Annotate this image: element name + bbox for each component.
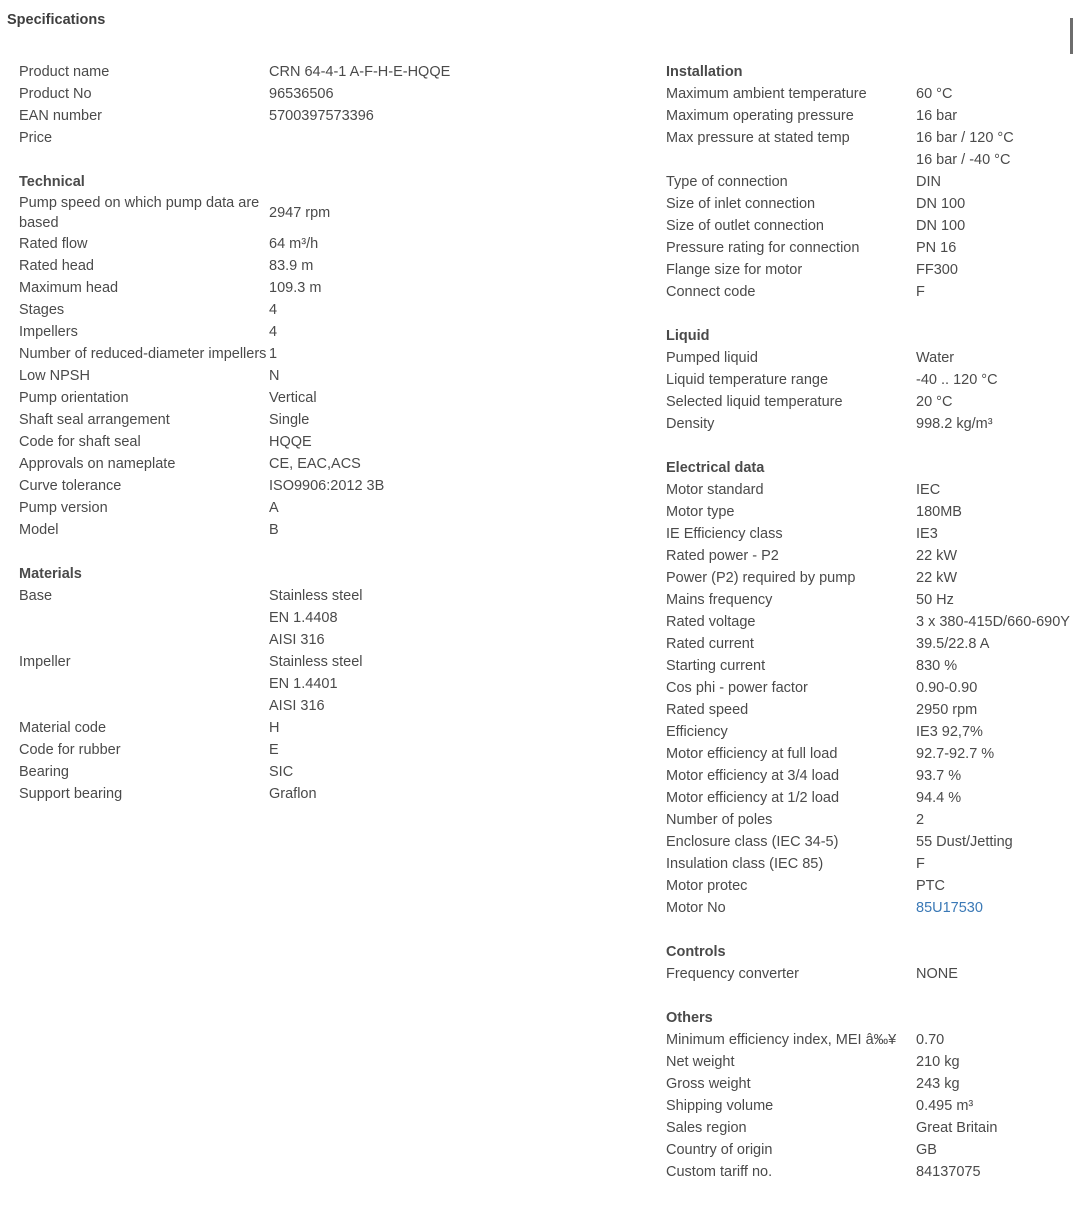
section-heading-technical: Technical	[19, 174, 85, 190]
spec-label: Price	[19, 130, 53, 146]
spec-value	[916, 545, 957, 567]
spec-value-line: F	[916, 856, 925, 872]
spec-label: Power (P2) required by pump	[666, 570, 856, 586]
spec-row-efficiency	[666, 721, 1075, 743]
spec-label: Code for rubber	[19, 742, 121, 758]
spec-label: IE Efficiency class	[666, 526, 783, 542]
spec-row-ie-efficiency-class	[666, 523, 1075, 545]
spec-label: Country of origin	[666, 1142, 773, 1158]
spec-label: Low NPSH	[19, 368, 90, 384]
spec-value-line: B	[269, 522, 279, 538]
spec-value	[916, 809, 924, 831]
spec-row-maximum-operating-pressure	[666, 105, 1075, 127]
spec-label: Mains frequency	[666, 592, 773, 608]
spec-value-line: 2950 rpm	[916, 702, 978, 718]
spec-label: Motor standard	[666, 482, 764, 498]
spec-row-country-of-origin	[666, 1139, 1075, 1161]
spec-value-line: 109.3 m	[269, 280, 322, 296]
spec-value-line: Stainless steel	[269, 588, 363, 604]
spec-value	[269, 321, 277, 343]
spec-row-flange-size-for-motor	[666, 259, 1075, 281]
spec-value	[916, 1139, 937, 1161]
spec-value	[916, 105, 957, 127]
section-heading-materials: Materials	[19, 566, 82, 582]
spec-label: Insulation class (IEC 85)	[666, 856, 824, 872]
spec-value-line: 64 m³/h	[269, 236, 319, 252]
spec-row-density	[666, 413, 1075, 435]
spec-label: Motor efficiency at 1/2 load	[666, 790, 840, 806]
spec-value	[916, 369, 998, 391]
spec-value-line: 0.70	[916, 1032, 945, 1048]
spec-value	[916, 391, 952, 413]
spec-row-model	[19, 519, 459, 541]
spec-row-sales-region	[666, 1117, 1075, 1139]
spec-row-max-pressure-at-stated-temp	[666, 127, 1075, 171]
spec-label: Maximum head	[19, 280, 119, 296]
spec-value	[916, 83, 952, 105]
spec-value-line: 3 x 380-415D/660-690Y	[916, 614, 1070, 630]
spec-row-motor-protec	[666, 875, 1075, 897]
spec-label: Enclosure class (IEC 34-5)	[666, 834, 839, 850]
spec-value-line: F	[916, 284, 925, 300]
spec-row-ean-number	[19, 105, 459, 127]
spec-row-cos-phi-power-factor	[666, 677, 1075, 699]
section-materials	[19, 563, 459, 805]
spec-value-line: NONE	[916, 966, 958, 982]
spec-value-line: IEC	[916, 482, 941, 498]
page-title: Specifications	[7, 12, 106, 28]
spec-row-material-code	[19, 717, 459, 739]
section-general	[19, 61, 459, 149]
spec-value	[269, 431, 312, 453]
spec-value-line: 830 %	[916, 658, 958, 674]
spec-value	[269, 365, 279, 387]
spec-value-line: Graflon	[269, 786, 317, 802]
spec-value	[916, 237, 956, 259]
spec-label: Number of reduced-diameter impellers	[19, 346, 267, 362]
spec-value	[269, 61, 450, 83]
spec-value-line: 1	[269, 346, 278, 362]
section-heading-controls: Controls	[666, 944, 726, 960]
spec-value-line: -40 .. 120 °C	[916, 372, 998, 388]
spec-row-connect-code	[666, 281, 1075, 303]
spec-value-line: 0.495 m³	[916, 1098, 974, 1114]
spec-row-support-bearing	[19, 783, 459, 805]
spec-label: EAN number	[19, 108, 103, 124]
spec-row-bearing	[19, 761, 459, 783]
spec-value-line: 96536506	[269, 86, 334, 102]
spec-value-line: HQQE	[269, 434, 312, 450]
spec-label: Starting current	[666, 658, 766, 674]
spec-value-line: GB	[916, 1142, 937, 1158]
spec-value	[916, 479, 940, 501]
left-spec-column	[19, 61, 459, 827]
spec-value-line: 16 bar	[916, 108, 958, 124]
spec-value-line: A	[269, 500, 279, 516]
spec-value	[916, 523, 938, 545]
spec-label: Material code	[19, 720, 107, 736]
spec-value-line: 243 kg	[916, 1076, 960, 1092]
spec-row-product-no	[19, 83, 459, 105]
spec-value	[269, 739, 279, 761]
spec-value	[916, 259, 958, 281]
spec-value-line: 16 bar / -40 °C	[916, 152, 1011, 168]
spec-label: Motor efficiency at 3/4 load	[666, 768, 840, 784]
spec-label: Product No	[19, 86, 92, 102]
spec-label: Frequency converter	[666, 966, 799, 982]
section-heading-others: Others	[666, 1010, 713, 1026]
spec-value	[916, 567, 957, 589]
spec-value-line: 4	[269, 324, 278, 340]
spec-row-motor-type	[666, 501, 1075, 523]
spec-label: Base	[19, 588, 53, 604]
spec-value-line: DIN	[916, 174, 941, 190]
spec-value	[269, 585, 363, 651]
spec-label: Rated current	[666, 636, 754, 652]
spec-value	[916, 501, 962, 523]
spec-label: Liquid temperature range	[666, 372, 829, 388]
spec-value	[916, 215, 965, 237]
spec-row-base	[19, 585, 459, 651]
spec-value	[916, 413, 993, 435]
spec-label: Impellers	[19, 324, 78, 340]
spec-value	[916, 721, 983, 743]
spec-label: Motor No	[666, 900, 726, 916]
spec-label: Pump speed on which pump data are based	[19, 195, 260, 231]
spec-row-net-weight	[666, 1051, 1075, 1073]
spec-value-line: PTC	[916, 878, 945, 894]
spec-value-line: IE3 92,7%	[916, 724, 983, 740]
section-heading-liquid: Liquid	[666, 328, 710, 344]
section-installation	[666, 61, 1075, 303]
spec-row-size-of-outlet-connection	[666, 215, 1075, 237]
spec-value	[269, 299, 277, 321]
spec-row-enclosure-class-iec-34-5	[666, 831, 1075, 853]
spec-value	[916, 963, 958, 985]
section-liquid	[666, 325, 1075, 435]
spec-row-maximum-head	[19, 277, 459, 299]
spec-row-frequency-converter	[666, 963, 1075, 985]
spec-value-line: N	[269, 368, 280, 384]
spec-row-insulation-class-iec-85	[666, 853, 1075, 875]
spec-row-product-name	[19, 61, 459, 83]
spec-value	[269, 717, 279, 739]
spec-value	[916, 193, 965, 215]
spec-value	[916, 611, 1070, 633]
spec-value-line: 83.9 m	[269, 258, 314, 274]
spec-row-selected-liquid-temperature	[666, 391, 1075, 413]
spec-value	[916, 699, 977, 721]
spec-value-line: Single	[269, 412, 310, 428]
section-others	[666, 1007, 1075, 1183]
spec-value	[269, 519, 279, 541]
scrollbar-thumb[interactable]	[1070, 18, 1073, 54]
spec-label: Shipping volume	[666, 1098, 774, 1114]
spec-label: Rated power - P2	[666, 548, 779, 564]
spec-label: Rated voltage	[666, 614, 756, 630]
spec-row-gross-weight	[666, 1073, 1075, 1095]
spec-value	[916, 589, 954, 611]
spec-value-line: 20 °C	[916, 394, 953, 410]
spec-row-power-p2-required-by-pump	[666, 567, 1075, 589]
spec-value	[269, 761, 293, 783]
spec-row-motor-efficiency-at-full-load	[666, 743, 1075, 765]
spec-label: Cos phi - power factor	[666, 680, 808, 696]
section-heading-electrical: Electrical data	[666, 460, 765, 476]
spec-value-line: 94.4 %	[916, 790, 962, 806]
spec-label: Approvals on nameplate	[19, 456, 176, 472]
spec-label: Net weight	[666, 1054, 735, 1070]
spec-row-maximum-ambient-temperature	[666, 83, 1075, 105]
spec-row-motor-no	[666, 897, 1075, 919]
spec-value	[916, 765, 961, 787]
spec-label: Size of inlet connection	[666, 196, 816, 212]
spec-label: Rated flow	[19, 236, 88, 252]
spec-value-line: CRN 64-4-1 A-F-H-E-HQQE	[269, 64, 451, 80]
spec-value	[269, 83, 334, 105]
spec-row-shaft-seal-arrangement	[19, 409, 459, 431]
spec-value-line: CE, EAC,ACS	[269, 456, 361, 472]
section-heading-installation: Installation	[666, 64, 743, 80]
spec-value	[269, 387, 317, 409]
spec-row-rated-flow	[19, 233, 459, 255]
spec-row-size-of-inlet-connection	[666, 193, 1075, 215]
spec-label: Stages	[19, 302, 65, 318]
spec-label: Number of poles	[666, 812, 773, 828]
spec-row-approvals-on-nameplate	[19, 453, 459, 475]
spec-row-shipping-volume	[666, 1095, 1075, 1117]
spec-row-custom-tariff-no	[666, 1161, 1075, 1183]
spec-value-line: 0.90-0.90	[916, 680, 978, 696]
spec-value	[916, 633, 989, 655]
spec-value	[916, 1073, 960, 1095]
spec-value	[916, 831, 1013, 853]
spec-value	[916, 743, 994, 765]
spec-value	[269, 651, 363, 717]
spec-label: Pump version	[19, 500, 108, 516]
spec-row-pump-version	[19, 497, 459, 519]
spec-label: Sales region	[666, 1120, 747, 1136]
spec-label: Support bearing	[19, 786, 123, 802]
spec-value-line: 55 Dust/Jetting	[916, 834, 1013, 850]
spec-label: Code for shaft seal	[19, 434, 141, 450]
spec-row-number-of-poles	[666, 809, 1075, 831]
spec-label: Selected liquid temperature	[666, 394, 843, 410]
spec-row-rated-speed	[666, 699, 1075, 721]
spec-value	[269, 105, 374, 127]
spec-value	[916, 347, 954, 369]
spec-value-line: EN 1.4408	[269, 610, 338, 626]
spec-label: Motor efficiency at full load	[666, 746, 838, 762]
spec-value-line: Great Britain	[916, 1120, 998, 1136]
spec-value-line: AISI 316	[269, 632, 325, 648]
spec-row-liquid-temperature-range	[666, 369, 1075, 391]
spec-label: Size of outlet connection	[666, 218, 824, 234]
spec-row-mains-frequency	[666, 589, 1075, 611]
spec-label: Maximum ambient temperature	[666, 86, 867, 102]
spec-row-rated-power-p2	[666, 545, 1075, 567]
spec-value-line: 998.2 kg/m³	[916, 416, 993, 432]
spec-label: Model	[19, 522, 59, 538]
spec-row-rated-voltage	[666, 611, 1075, 633]
spec-row-type-of-connection	[666, 171, 1075, 193]
spec-value	[916, 1029, 944, 1051]
spec-value	[916, 1095, 973, 1117]
spec-value-line: Stainless steel	[269, 654, 363, 670]
spec-value-line: ISO9906:2012 3B	[269, 478, 385, 494]
spec-value-line: DN 100	[916, 196, 966, 212]
spec-row-pressure-rating-for-connection	[666, 237, 1075, 259]
spec-label: Minimum efficiency index, MEI â‰¥	[666, 1032, 897, 1048]
spec-row-minimum-efficiency-index-mei	[666, 1029, 1075, 1051]
spec-value-line: 22 kW	[916, 548, 958, 564]
spec-row-number-of-reduced-diameter-impellers	[19, 343, 459, 365]
spec-row-pumped-liquid	[666, 347, 1075, 369]
spec-value	[916, 281, 925, 303]
spec-label: Motor protec	[666, 878, 748, 894]
spec-label: Motor type	[666, 504, 735, 520]
spec-value	[269, 233, 318, 255]
spec-row-price	[19, 127, 459, 149]
spec-value	[916, 875, 945, 897]
spec-row-impeller	[19, 651, 459, 717]
spec-value-line: 93.7 %	[916, 768, 962, 784]
spec-value	[269, 202, 330, 224]
spec-value	[269, 255, 313, 277]
spec-value-line: 210 kg	[916, 1054, 960, 1070]
spec-value-line: AISI 316	[269, 698, 325, 714]
section-technical	[19, 171, 459, 541]
spec-value-line: 16 bar / 120 °C	[916, 130, 1014, 146]
motor-no-link[interactable]: 85U17530	[916, 900, 983, 916]
spec-row-pump-speed-on-which-pump-data-are-based	[19, 193, 459, 233]
section-electrical	[666, 457, 1075, 919]
spec-label: Pump orientation	[19, 390, 129, 406]
spec-value	[269, 453, 361, 475]
spec-row-rated-current	[666, 633, 1075, 655]
spec-value	[916, 853, 925, 875]
spec-value-line: 180MB	[916, 504, 962, 520]
spec-value-line: 92.7-92.7 %	[916, 746, 995, 762]
spec-label: Bearing	[19, 764, 69, 780]
spec-value-line: H	[269, 720, 280, 736]
spec-row-pump-orientation	[19, 387, 459, 409]
spec-row-rated-head	[19, 255, 459, 277]
spec-value	[269, 277, 321, 299]
spec-label: Pumped liquid	[666, 350, 758, 366]
spec-label: Connect code	[666, 284, 756, 300]
spec-value-line: 60 °C	[916, 86, 953, 102]
spec-label: Density	[666, 416, 715, 432]
spec-value	[916, 897, 983, 919]
spec-row-stages	[19, 299, 459, 321]
spec-value-line: 2947 rpm	[269, 205, 331, 221]
spec-row-motor-efficiency-at-1-2-load	[666, 787, 1075, 809]
spec-label: Rated speed	[666, 702, 749, 718]
spec-value-line: E	[269, 742, 279, 758]
spec-label: Custom tariff no.	[666, 1164, 773, 1180]
spec-row-motor-standard	[666, 479, 1075, 501]
spec-row-starting-current	[666, 655, 1075, 677]
spec-value	[916, 787, 961, 809]
spec-value-line: 84137075	[916, 1164, 981, 1180]
spec-value-line: EN 1.4401	[269, 676, 338, 692]
spec-value-line: 50 Hz	[916, 592, 954, 608]
spec-value	[269, 475, 384, 497]
spec-value	[269, 783, 317, 805]
spec-value-line: PN 16	[916, 240, 957, 256]
spec-label: Rated head	[19, 258, 94, 274]
spec-row-code-for-rubber	[19, 739, 459, 761]
spec-label: Maximum operating pressure	[666, 108, 854, 124]
spec-value	[269, 409, 309, 431]
spec-row-impellers	[19, 321, 459, 343]
spec-label: Product name	[19, 64, 110, 80]
spec-value-line: Vertical	[269, 390, 317, 406]
spec-value-line: 22 kW	[916, 570, 958, 586]
spec-row-low-npsh	[19, 365, 459, 387]
spec-label: Shaft seal arrangement	[19, 412, 170, 428]
spec-value-line: IE3	[916, 526, 938, 542]
section-controls	[666, 941, 1075, 985]
spec-label: Flange size for motor	[666, 262, 803, 278]
spec-label: Gross weight	[666, 1076, 751, 1092]
right-spec-column	[666, 61, 1075, 1205]
spec-label: Pressure rating for connection	[666, 240, 860, 256]
spec-label: Efficiency	[666, 724, 728, 740]
spec-row-motor-efficiency-at-3-4-load	[666, 765, 1075, 787]
spec-value	[916, 677, 977, 699]
spec-value-line: DN 100	[916, 218, 966, 234]
spec-label: Max pressure at stated temp	[666, 130, 850, 146]
spec-value-line: FF300	[916, 262, 958, 278]
spec-value-line: Water	[916, 350, 955, 366]
spec-label: Impeller	[19, 654, 71, 670]
spec-value-line: SIC	[269, 764, 294, 780]
spec-value-line: 5700397573396	[269, 108, 374, 124]
spec-value	[269, 497, 279, 519]
spec-label: Type of connection	[666, 174, 788, 190]
spec-row-code-for-shaft-seal	[19, 431, 459, 453]
spec-row-curve-tolerance	[19, 475, 459, 497]
spec-value	[916, 655, 957, 677]
spec-value	[916, 1117, 997, 1139]
spec-value	[916, 1051, 960, 1073]
spec-value	[269, 343, 277, 365]
spec-value	[916, 127, 1014, 171]
spec-value-line: 4	[269, 302, 278, 318]
spec-value-line: 2	[916, 812, 925, 828]
spec-value	[916, 1161, 981, 1183]
spec-value-line: 39.5/22.8 A	[916, 636, 990, 652]
spec-value	[916, 171, 941, 193]
spec-label: Curve tolerance	[19, 478, 122, 494]
